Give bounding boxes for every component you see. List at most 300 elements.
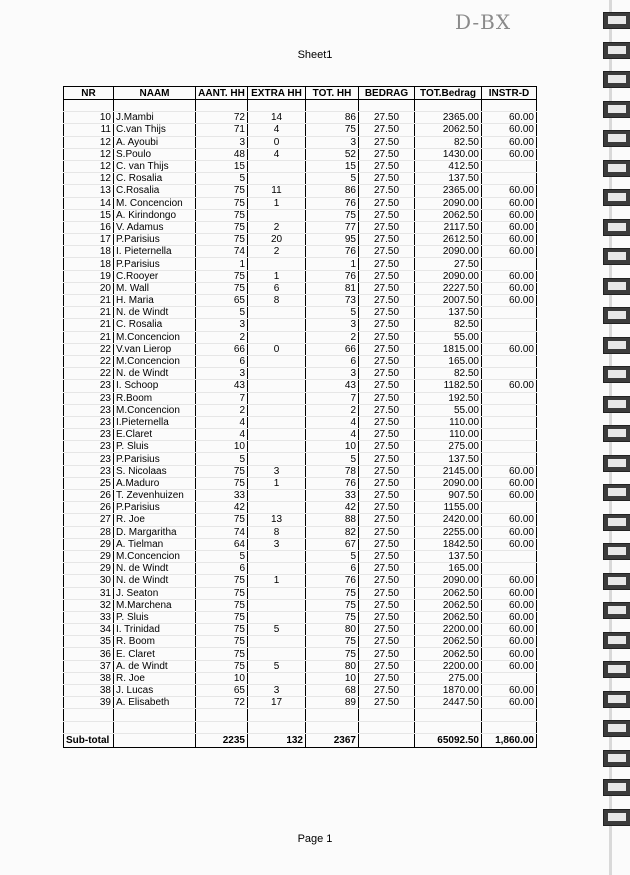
table-cell: 23 [64, 380, 114, 392]
table-cell: 78 [306, 465, 359, 477]
table-cell [248, 404, 306, 416]
column-header: TOT. HH [306, 87, 359, 100]
table-cell: 60.00 [482, 660, 537, 672]
table-cell: 2062.50 [415, 587, 482, 599]
table-cell: 2 [306, 404, 359, 416]
binding-ring [603, 396, 630, 413]
table-cell: 27.50 [359, 185, 415, 197]
table-cell: 21 [64, 331, 114, 343]
table-cell: 32 [64, 599, 114, 611]
table-cell: 86 [306, 112, 359, 124]
table-cell [248, 490, 306, 502]
table-cell [306, 100, 359, 112]
table-cell: 88 [306, 514, 359, 526]
table-cell: 27.50 [359, 624, 415, 636]
table-cell: 60.00 [482, 648, 537, 660]
table-cell: 60.00 [482, 380, 537, 392]
table-cell: 2 [248, 246, 306, 258]
table-cell: P. Sluis [114, 611, 196, 623]
table-cell: 23 [64, 404, 114, 416]
table-cell: R.Boom [114, 392, 196, 404]
table-cell: D. Margaritha [114, 526, 196, 538]
table-cell: 35 [64, 636, 114, 648]
table-cell [248, 611, 306, 623]
table-cell: 20 [64, 282, 114, 294]
table-cell: 23 [64, 392, 114, 404]
table-cell: 137.50 [415, 307, 482, 319]
binding-ring [603, 484, 630, 501]
table-cell [248, 709, 306, 721]
table-cell: 18 [64, 246, 114, 258]
table-cell: 27.50 [359, 672, 415, 684]
table-row [64, 672, 537, 684]
table-cell: 2227.50 [415, 282, 482, 294]
binding-ring [603, 455, 630, 472]
table-cell: 3 [196, 368, 248, 380]
table-cell: 5 [306, 550, 359, 562]
table-cell: 60.00 [482, 611, 537, 623]
blank-row [64, 100, 537, 112]
binding-ring [603, 602, 630, 619]
table-cell: 21 [64, 319, 114, 331]
table-cell: 2062.50 [415, 648, 482, 660]
table-cell: 60.00 [482, 136, 537, 148]
table-cell [482, 100, 537, 112]
table-row [64, 648, 537, 660]
table-row [64, 441, 537, 453]
column-header: INSTR-D [482, 87, 537, 100]
table-cell [482, 331, 537, 343]
table-cell: 76 [306, 575, 359, 587]
table-cell [482, 404, 537, 416]
table-cell: 60.00 [482, 282, 537, 294]
table-cell: 42 [196, 502, 248, 514]
table-row [64, 697, 537, 709]
table-cell: 67 [306, 538, 359, 550]
table-cell: 2090.00 [415, 575, 482, 587]
table-cell: 5 [248, 624, 306, 636]
table-cell: 2200.00 [415, 624, 482, 636]
table-cell: 907.50 [415, 490, 482, 502]
blank-row [64, 721, 537, 733]
column-header: NR [64, 87, 114, 100]
table-cell: 3 [248, 685, 306, 697]
table-cell: R. Joe [114, 514, 196, 526]
table-row [64, 319, 537, 331]
table-cell: 27.50 [359, 550, 415, 562]
table-cell: 27.50 [359, 477, 415, 489]
table-cell: 2062.50 [415, 636, 482, 648]
table-cell: 1842.50 [415, 538, 482, 550]
table-cell [482, 502, 537, 514]
subtotal-row [64, 733, 537, 747]
table-cell: 75 [306, 648, 359, 660]
binding-ring [603, 750, 630, 767]
table-cell: 2117.50 [415, 221, 482, 233]
table-cell: 75 [196, 660, 248, 672]
table-cell: M. Wall [114, 282, 196, 294]
table-cell: M.Concencion [114, 404, 196, 416]
table-row [64, 209, 537, 221]
table-cell: 75 [196, 599, 248, 611]
table-cell: 10 [64, 112, 114, 124]
table-cell: M.Marchena [114, 599, 196, 611]
binding-ring [603, 366, 630, 383]
table-cell: 34 [64, 624, 114, 636]
table-cell: 48 [196, 148, 248, 160]
table-cell: 2 [248, 221, 306, 233]
table-row [64, 160, 537, 172]
table-cell: 75 [196, 197, 248, 209]
table-cell: 0 [248, 136, 306, 148]
table-cell: 60.00 [482, 526, 537, 538]
table-cell: 60.00 [482, 514, 537, 526]
table-row [64, 331, 537, 343]
binding-ring [603, 632, 630, 649]
table-cell: 3 [306, 319, 359, 331]
table-row [64, 343, 537, 355]
table-cell: 2612.50 [415, 234, 482, 246]
table-cell: 3 [248, 538, 306, 550]
table-row [64, 550, 537, 562]
table-cell: 27.50 [359, 453, 415, 465]
data-table [63, 86, 537, 748]
table-cell: 12 [64, 173, 114, 185]
table-cell: 66 [306, 343, 359, 355]
subtotal-cell: 2235 [196, 733, 248, 747]
table-cell: 4 [248, 148, 306, 160]
table-cell [196, 100, 248, 112]
table-cell: 60.00 [482, 185, 537, 197]
table-cell: 165.00 [415, 355, 482, 367]
table-cell: 75 [306, 599, 359, 611]
table-cell: 27.50 [359, 660, 415, 672]
table-cell: I. Pieternella [114, 246, 196, 258]
table-cell: 75 [196, 514, 248, 526]
table-cell: 5 [196, 453, 248, 465]
binding-ring [603, 248, 630, 265]
table-cell: 4 [306, 429, 359, 441]
table-cell: 23 [64, 441, 114, 453]
table-cell: 2 [196, 404, 248, 416]
binding-ring [603, 691, 630, 708]
table-cell: 1430.00 [415, 148, 482, 160]
binding-ring [603, 337, 630, 354]
table-cell: A. Kirindongo [114, 209, 196, 221]
table-cell [248, 368, 306, 380]
table-cell [306, 721, 359, 733]
table-cell [248, 307, 306, 319]
binding-ring [603, 425, 630, 442]
table-cell: 75 [306, 209, 359, 221]
table-cell: 27.50 [359, 160, 415, 172]
table-cell: M.Concencion [114, 550, 196, 562]
table-row [64, 380, 537, 392]
table-cell: 27.50 [359, 209, 415, 221]
table-row [64, 148, 537, 160]
table-cell: 82 [306, 526, 359, 538]
table-cell: 5 [196, 173, 248, 185]
table-cell: 27.50 [359, 416, 415, 428]
table-cell: I.Pieternella [114, 416, 196, 428]
table-cell: 165.00 [415, 563, 482, 575]
table-cell: 60.00 [482, 477, 537, 489]
table-cell: 2062.50 [415, 124, 482, 136]
table-cell: A. Ayoubi [114, 136, 196, 148]
table-cell: 27.50 [359, 392, 415, 404]
table-cell [248, 599, 306, 611]
table-cell: P.Parisius [114, 234, 196, 246]
table-cell: 75 [196, 624, 248, 636]
table-cell: C. Rosalia [114, 173, 196, 185]
table-cell: 1 [306, 258, 359, 270]
table-cell: 2062.50 [415, 599, 482, 611]
table-cell: 2255.00 [415, 526, 482, 538]
binding-ring [603, 573, 630, 590]
table-cell: 75 [196, 282, 248, 294]
table-cell: 2090.00 [415, 246, 482, 258]
table-cell: 27.50 [359, 343, 415, 355]
table-cell: 27.50 [359, 124, 415, 136]
table-row [64, 221, 537, 233]
table-cell [248, 100, 306, 112]
table-cell: 27 [64, 514, 114, 526]
table-cell: 23 [64, 465, 114, 477]
table-cell: 30 [64, 575, 114, 587]
table-cell: 55.00 [415, 331, 482, 343]
table-cell: 27.50 [359, 319, 415, 331]
table-cell: 60.00 [482, 246, 537, 258]
table-cell: 76 [306, 197, 359, 209]
table-cell: 60.00 [482, 624, 537, 636]
table-row [64, 307, 537, 319]
table-cell: 1155.00 [415, 502, 482, 514]
table-cell: 26 [64, 490, 114, 502]
table-cell: 75 [196, 575, 248, 587]
table-cell: 75 [196, 465, 248, 477]
binding-ring [603, 278, 630, 295]
table-cell [196, 709, 248, 721]
table-cell: 11 [64, 124, 114, 136]
table-cell: 60.00 [482, 575, 537, 587]
table-cell: 64 [196, 538, 248, 550]
table-cell: 6 [306, 563, 359, 575]
table-cell: 60.00 [482, 209, 537, 221]
table-cell: N. de Windt [114, 307, 196, 319]
table-cell: 2200.00 [415, 660, 482, 672]
table-row [64, 197, 537, 209]
table-cell: 2062.50 [415, 209, 482, 221]
binding-ring [603, 160, 630, 177]
table-cell: 8 [248, 526, 306, 538]
binding-ring [603, 189, 630, 206]
table-cell: 75 [306, 611, 359, 623]
table-cell [482, 307, 537, 319]
table-cell: 60.00 [482, 148, 537, 160]
table-cell [248, 258, 306, 270]
table-cell [114, 100, 196, 112]
table-row [64, 234, 537, 246]
table-row [64, 477, 537, 489]
table-cell [248, 209, 306, 221]
table-cell: P.Parisius [114, 258, 196, 270]
table-cell: 27.50 [359, 295, 415, 307]
table-cell: 21 [64, 307, 114, 319]
table-cell [482, 355, 537, 367]
table-cell: 26 [64, 502, 114, 514]
table-row [64, 136, 537, 148]
subtotal-cell [114, 733, 196, 747]
table-cell: 27.50 [359, 575, 415, 587]
table-cell: 275.00 [415, 672, 482, 684]
table-row [64, 404, 537, 416]
table-cell: 27.50 [359, 282, 415, 294]
page-footer: Page 1 [297, 833, 333, 845]
table-cell: 80 [306, 660, 359, 672]
table-cell: 73 [306, 295, 359, 307]
table-row [64, 112, 537, 124]
table-cell [359, 709, 415, 721]
table-cell: 38 [64, 672, 114, 684]
spiral-binding [602, 12, 630, 862]
table-cell: 55.00 [415, 404, 482, 416]
table-cell [359, 100, 415, 112]
table-cell: 29 [64, 538, 114, 550]
table-cell: 275.00 [415, 441, 482, 453]
table-cell: 52 [306, 148, 359, 160]
table-cell: 10 [306, 672, 359, 684]
binding-ring [603, 779, 630, 796]
table-cell: 137.50 [415, 173, 482, 185]
table-cell: 60.00 [482, 490, 537, 502]
table-cell: 71 [196, 124, 248, 136]
table-row [64, 185, 537, 197]
table-cell: 10 [196, 441, 248, 453]
table-cell: 3 [306, 368, 359, 380]
table-cell: 1182.50 [415, 380, 482, 392]
table-row [64, 429, 537, 441]
table-cell: S. Nicolaas [114, 465, 196, 477]
table-cell: 27.50 [359, 221, 415, 233]
table-cell: 27.50 [359, 173, 415, 185]
table-cell: 1870.00 [415, 685, 482, 697]
table-cell: 412.50 [415, 160, 482, 172]
table-cell: C.Rosalia [114, 185, 196, 197]
table-cell: 27.50 [359, 331, 415, 343]
table-cell: 3 [196, 136, 248, 148]
table-row [64, 624, 537, 636]
table-cell: 82.50 [415, 136, 482, 148]
table-cell: 75 [306, 124, 359, 136]
table-cell: 33 [64, 611, 114, 623]
table-cell: 60.00 [482, 112, 537, 124]
table-cell: C. Rosalia [114, 319, 196, 331]
table-cell: 6 [196, 563, 248, 575]
table-cell: 27.50 [359, 465, 415, 477]
table-cell: 8 [248, 295, 306, 307]
table-cell: 43 [306, 380, 359, 392]
binding-ring [603, 219, 630, 236]
table-cell: 76 [306, 477, 359, 489]
table-cell: 2420.00 [415, 514, 482, 526]
table-cell: 75 [196, 221, 248, 233]
table-cell: 60.00 [482, 234, 537, 246]
table-row [64, 599, 537, 611]
table-cell [248, 441, 306, 453]
table-cell: N. de Windt [114, 563, 196, 575]
table-cell: 27.50 [359, 112, 415, 124]
table-cell: 75 [306, 636, 359, 648]
table-cell: 7 [306, 392, 359, 404]
table-cell [306, 709, 359, 721]
table-cell: 10 [196, 672, 248, 684]
table-cell [482, 173, 537, 185]
table-cell [482, 709, 537, 721]
table-cell: 10 [306, 441, 359, 453]
table-row [64, 538, 537, 550]
table-cell: 60.00 [482, 685, 537, 697]
table-cell [482, 392, 537, 404]
table-cell: 74 [196, 526, 248, 538]
column-header: EXTRA HH [248, 87, 306, 100]
table-cell: J. Seaton [114, 587, 196, 599]
table-cell: 27.50 [359, 148, 415, 160]
binding-ring [603, 661, 630, 678]
table-cell: 3 [196, 319, 248, 331]
table-cell: 5 [196, 550, 248, 562]
table-cell [248, 563, 306, 575]
table-cell: A.Maduro [114, 477, 196, 489]
binding-ring [603, 720, 630, 737]
table-row [64, 611, 537, 623]
table-cell: 5 [306, 173, 359, 185]
table-cell [248, 380, 306, 392]
table-cell [248, 636, 306, 648]
table-cell [482, 429, 537, 441]
table-cell: 60.00 [482, 465, 537, 477]
table-cell: 29 [64, 550, 114, 562]
table-cell: 66 [196, 343, 248, 355]
header-row [64, 87, 537, 100]
binding-ring [603, 514, 630, 531]
binding-ring [603, 543, 630, 560]
table-cell: 2365.00 [415, 112, 482, 124]
table-cell: H. Maria [114, 295, 196, 307]
table-cell: 4 [196, 416, 248, 428]
table-cell: T. Zevenhuizen [114, 490, 196, 502]
table-cell [248, 550, 306, 562]
table-cell: 14 [248, 112, 306, 124]
binding-ring [603, 101, 630, 118]
table-cell: 2365.00 [415, 185, 482, 197]
table-cell [248, 173, 306, 185]
table-cell: 27.50 [359, 246, 415, 258]
table-cell: 2090.00 [415, 477, 482, 489]
table-cell: M.Concencion [114, 331, 196, 343]
table-cell: P.Parisius [114, 453, 196, 465]
table-cell: 2090.00 [415, 197, 482, 209]
table-cell: 27.50 [359, 526, 415, 538]
table-cell [196, 721, 248, 733]
table-cell: 75 [196, 185, 248, 197]
table-cell: 2 [196, 331, 248, 343]
table-cell: 27.50 [359, 490, 415, 502]
table-cell [415, 100, 482, 112]
table-cell [248, 160, 306, 172]
table-row [64, 368, 537, 380]
table-row [64, 465, 537, 477]
table-cell: V.van Lierop [114, 343, 196, 355]
